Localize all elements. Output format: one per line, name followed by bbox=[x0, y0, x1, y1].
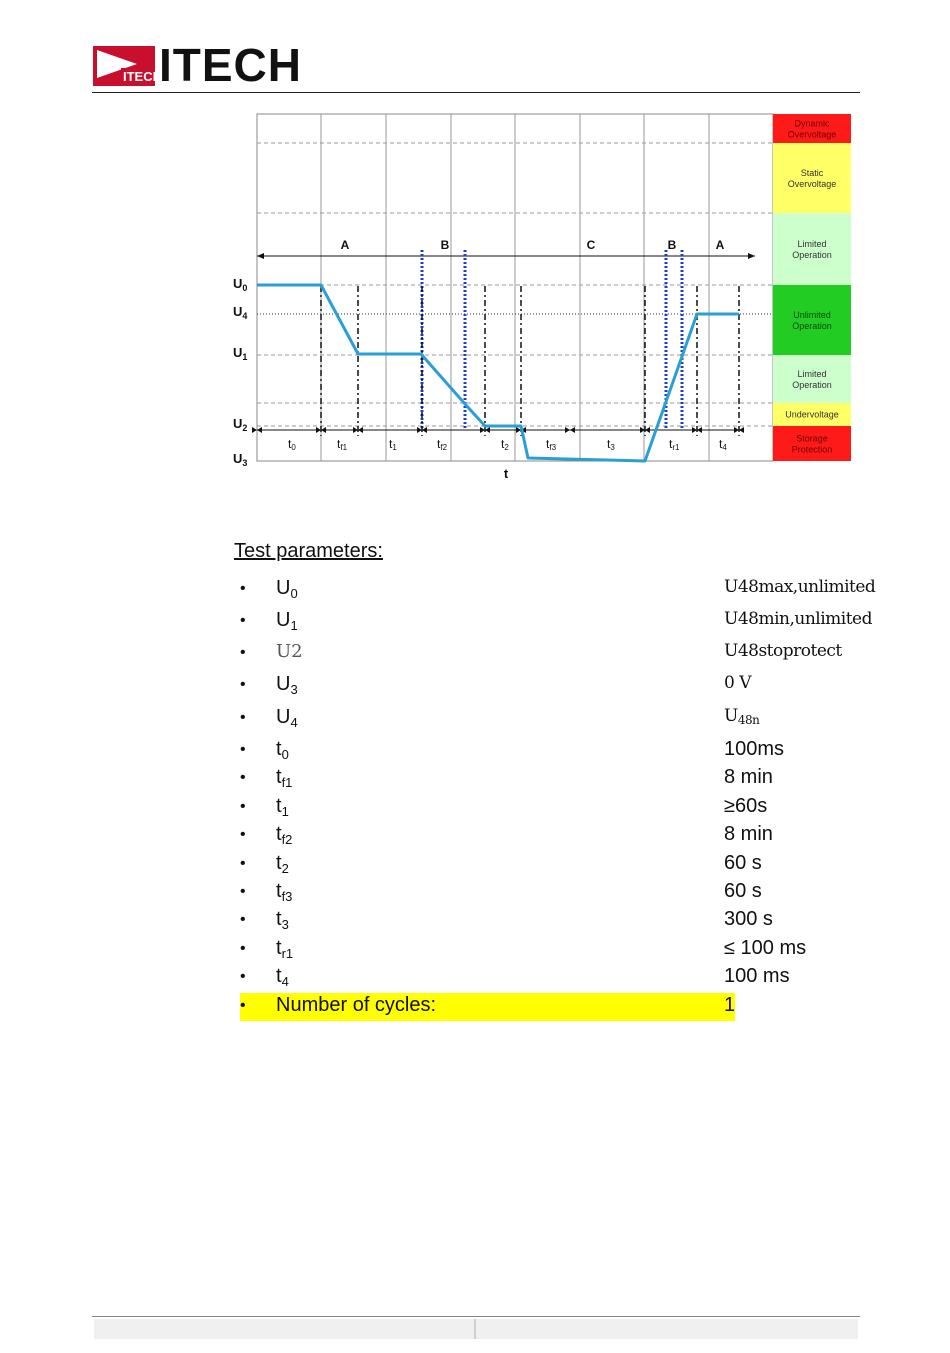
parameter-name-text: U bbox=[276, 577, 291, 599]
parameter-name bbox=[276, 937, 293, 961]
y-axis-label bbox=[233, 345, 247, 362]
y-axis-label-letter: U bbox=[233, 451, 243, 466]
y-axis-label-letter: U bbox=[233, 345, 243, 360]
bullet: • bbox=[240, 644, 246, 661]
parameter-value-text: 300 s bbox=[724, 908, 773, 930]
parameter-name-subscript: f2 bbox=[281, 832, 293, 847]
parameter-value bbox=[724, 823, 773, 846]
zone-label: Limited bbox=[797, 369, 827, 379]
page-header bbox=[0, 0, 950, 100]
phase-label: A bbox=[340, 238, 350, 252]
time-interval-letter: t bbox=[437, 437, 441, 451]
y-axis-label bbox=[233, 416, 247, 433]
bullet: • bbox=[240, 709, 246, 726]
parameter-name-subscript: 4 bbox=[290, 715, 298, 730]
time-interval-subscript: 3 bbox=[610, 443, 615, 452]
time-interval-letter: t bbox=[607, 437, 611, 451]
parameter-value-text: U48stoprotect bbox=[724, 641, 842, 661]
parameter-name-text: t bbox=[276, 766, 282, 788]
parameter-value bbox=[724, 965, 790, 988]
bullet: • bbox=[240, 741, 246, 758]
parameter-name-text: t bbox=[276, 738, 282, 760]
phase-label: A bbox=[715, 238, 725, 252]
time-interval-subscript: f1 bbox=[340, 443, 348, 452]
parameter-name bbox=[276, 852, 289, 876]
parameter-name-text: t bbox=[276, 852, 282, 874]
y-axis-label-subscript: 2 bbox=[242, 423, 248, 433]
parameter-name-text: t bbox=[276, 965, 282, 987]
zone-label: Operation bbox=[792, 250, 832, 260]
parameter-value bbox=[724, 937, 806, 960]
parameter-name-subscript: 2 bbox=[281, 861, 289, 876]
parameter-name-text: t bbox=[276, 908, 282, 930]
parameter-name-text: U2 bbox=[276, 641, 303, 662]
parameter-value-text: 60 s bbox=[724, 852, 762, 874]
parameter-name bbox=[276, 577, 298, 601]
parameter-name-subscript: 3 bbox=[290, 682, 298, 697]
phase-label: C bbox=[586, 238, 596, 252]
parameter-value bbox=[724, 880, 762, 903]
parameter-value bbox=[724, 609, 872, 629]
footer-bar bbox=[94, 1319, 858, 1339]
bullet: • bbox=[240, 855, 246, 872]
parameter-value-text: 8 min bbox=[724, 823, 773, 845]
parameter-name bbox=[276, 609, 298, 633]
voltage-profile-svg bbox=[225, 108, 855, 488]
zone-label: Operation bbox=[792, 321, 832, 331]
parameter-name-text: U bbox=[276, 609, 291, 631]
parameter-name-subscript: 1 bbox=[281, 804, 289, 819]
parameter-name-text: U bbox=[276, 706, 291, 728]
y-axis-label-subscript: 4 bbox=[242, 311, 248, 321]
parameter-name-subscript: f3 bbox=[281, 889, 293, 904]
y-axis-label-subscript: 0 bbox=[242, 283, 248, 293]
parameter-value-text: U48min,unlimited bbox=[724, 609, 872, 629]
parameter-value-text: 8 min bbox=[724, 766, 773, 788]
parameter-name bbox=[276, 908, 289, 932]
time-interval-subscript: 1 bbox=[392, 443, 397, 452]
bullet: • bbox=[240, 798, 246, 815]
time-interval-subscript: 4 bbox=[722, 443, 727, 452]
time-interval-letter: t bbox=[719, 437, 723, 451]
y-axis-label-letter: U bbox=[233, 276, 243, 291]
parameter-name-text: Number of cycles: bbox=[276, 994, 437, 1016]
parameter-name bbox=[276, 795, 289, 819]
time-interval-letter: t bbox=[669, 437, 673, 451]
parameter-value bbox=[724, 738, 784, 761]
itech-logo bbox=[93, 39, 313, 91]
arrow-head bbox=[252, 427, 257, 433]
zone-label: Protection bbox=[791, 444, 833, 455]
bullet: • bbox=[240, 883, 246, 900]
zone-label: Dynamic bbox=[794, 118, 830, 129]
logo-mark-text: ITECH bbox=[123, 69, 162, 84]
time-interval-letter: t bbox=[501, 437, 505, 451]
parameter-name bbox=[276, 706, 298, 730]
y-axis-label bbox=[233, 276, 247, 293]
time-interval-subscript: 2 bbox=[504, 443, 509, 452]
time-interval-letter: t bbox=[288, 437, 292, 451]
test-parameters-title: Test parameters: bbox=[234, 540, 383, 562]
parameter-value bbox=[724, 766, 773, 789]
footer-rule bbox=[92, 1316, 860, 1317]
zone-band bbox=[773, 213, 851, 285]
parameter-name-text: t bbox=[276, 795, 282, 817]
zone-label: Operation bbox=[792, 380, 832, 390]
parameter-value bbox=[724, 795, 767, 818]
zone-band bbox=[773, 426, 851, 461]
time-interval-letter: t bbox=[546, 437, 550, 451]
time-interval-subscript: f3 bbox=[549, 443, 557, 452]
voltage-profile-diagram bbox=[225, 108, 855, 488]
y-axis-label bbox=[233, 451, 247, 468]
zone-label: Storage bbox=[796, 433, 828, 444]
parameter-name-text: t bbox=[276, 937, 282, 959]
parameter-value-text: ≤ 100 ms bbox=[724, 937, 807, 959]
bullet: • bbox=[240, 769, 246, 786]
bullet: • bbox=[240, 940, 246, 957]
zone-label: Undervoltage bbox=[785, 409, 839, 420]
zone-band bbox=[773, 143, 851, 213]
zone-label: Overvoltage bbox=[787, 129, 837, 140]
zone-label: Overvoltage bbox=[787, 179, 837, 189]
phase-label: B bbox=[667, 238, 677, 252]
parameter-name-subscript: 4 bbox=[281, 974, 289, 989]
parameter-name bbox=[276, 738, 289, 762]
bullet: • bbox=[240, 612, 246, 629]
parameter-name bbox=[276, 766, 292, 790]
zone-label: Static bbox=[800, 168, 824, 178]
parameter-name-subscript: 3 bbox=[281, 917, 289, 932]
parameter-name-text: t bbox=[276, 823, 282, 845]
footer-separator bbox=[474, 1319, 476, 1339]
time-interval-letter: t bbox=[389, 437, 393, 451]
parameter-value-text: ≥60s bbox=[724, 795, 768, 817]
parameter-name-subscript: 0 bbox=[290, 586, 298, 601]
parameter-value bbox=[724, 994, 735, 1017]
bullet: • bbox=[240, 676, 246, 693]
parameter-value-text: 1 bbox=[724, 994, 736, 1016]
parameter-value bbox=[724, 852, 762, 875]
parameter-name-text: t bbox=[276, 880, 282, 902]
parameter-value bbox=[724, 673, 751, 693]
x-axis-label: t bbox=[503, 466, 509, 481]
parameter-name-subscript: r1 bbox=[281, 946, 294, 961]
parameter-value-text: U48max,unlimited bbox=[724, 577, 876, 597]
time-interval-subscript: f2 bbox=[440, 443, 448, 452]
bullet: • bbox=[240, 997, 246, 1014]
parameter-value-text: U bbox=[724, 706, 738, 726]
zone-band bbox=[773, 355, 851, 403]
phase-label: B bbox=[440, 238, 450, 252]
parameter-value-subscript: 48n bbox=[737, 713, 760, 727]
bullet: • bbox=[240, 580, 246, 597]
parameter-name-subscript: 1 bbox=[290, 618, 298, 633]
y-axis-label-subscript: 1 bbox=[242, 352, 248, 362]
parameter-value bbox=[724, 706, 759, 727]
parameter-name-subscript: f1 bbox=[281, 775, 293, 790]
parameter-name bbox=[276, 880, 292, 904]
time-interval-subscript: 0 bbox=[291, 443, 296, 452]
parameter-name-text: U bbox=[276, 673, 291, 695]
parameter-name bbox=[276, 994, 436, 1017]
zone-band bbox=[773, 285, 851, 355]
parameter-name bbox=[276, 673, 298, 697]
parameter-value-text: 60 s bbox=[724, 880, 762, 902]
parameter-name-subscript: 0 bbox=[281, 747, 289, 762]
bullet: • bbox=[240, 968, 246, 985]
parameter-value bbox=[724, 908, 773, 931]
bullet: • bbox=[240, 826, 246, 843]
parameter-value bbox=[724, 641, 842, 661]
itech-logo-mark-icon bbox=[93, 46, 162, 86]
y-axis-label bbox=[233, 304, 247, 321]
parameter-name bbox=[276, 823, 292, 847]
parameter-name bbox=[276, 965, 289, 989]
zone-label: Unlimited bbox=[793, 310, 831, 320]
parameter-value-text: 0 V bbox=[724, 673, 751, 693]
y-axis-label-letter: U bbox=[233, 304, 243, 319]
logo-wordmark: ITECH bbox=[159, 39, 302, 91]
parameter-value-text: 100ms bbox=[724, 738, 785, 760]
y-axis-label-subscript: 3 bbox=[242, 458, 248, 468]
zone-label: Limited bbox=[797, 239, 827, 249]
y-axis-label-letter: U bbox=[233, 416, 243, 431]
bullet: • bbox=[240, 911, 246, 928]
page-footer bbox=[92, 1316, 860, 1340]
header-rule bbox=[92, 92, 860, 93]
time-interval-letter: t bbox=[337, 437, 341, 451]
parameter-value-text: 100 ms bbox=[724, 965, 790, 987]
parameter-value bbox=[724, 577, 875, 597]
parameter-name bbox=[276, 641, 303, 662]
time-interval-subscript: r1 bbox=[672, 443, 680, 452]
